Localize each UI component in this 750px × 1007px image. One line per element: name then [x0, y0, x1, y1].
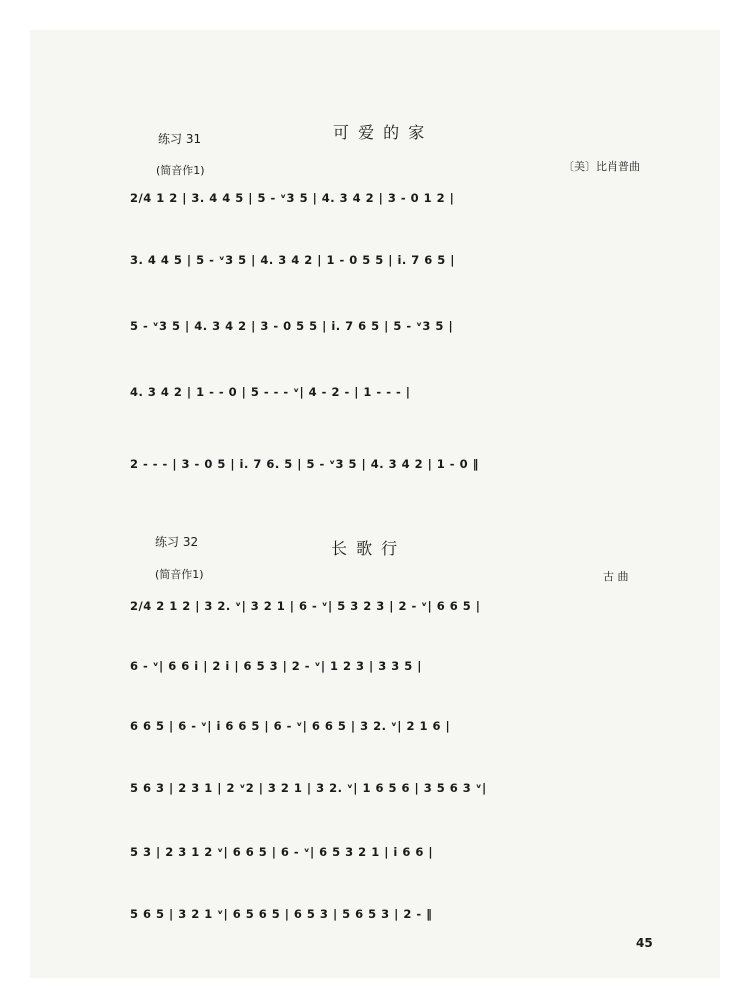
notation-text: 5 6 5 | 3 2 1 ᵛ| 6 5 6 5 | 6 5 3 | 5 6 5 3 | 2 - ‖ — [130, 907, 433, 921]
score-line — [130, 250, 660, 272]
score-line — [130, 188, 660, 210]
exercise-title: 可 爱 的 家 — [333, 123, 427, 142]
page-number: 45 — [636, 936, 653, 950]
score-line — [130, 716, 660, 738]
composer-credit: 〔美〕比肖普曲 — [563, 160, 640, 173]
score-line — [130, 842, 660, 864]
tempo-marking: (简音作1) — [156, 164, 205, 177]
exercise-label: 练习 32 — [155, 535, 199, 549]
notation-text: 5 6 3 | 2 3 1 | 2 ᵛ2 | 3 2 1 | 3 2. ᵛ| 1 6 5 6 | 3 5 6 3 ᵛ| — [130, 781, 487, 795]
score-line — [130, 656, 660, 678]
tempo-marking: (简音作1) — [155, 568, 204, 581]
score-line — [130, 596, 660, 618]
score-line — [130, 778, 660, 800]
notation-text: 4. 3 4 2 | 1 - - 0 | 5 - - - ᵛ| 4 - 2 - | 1 - - - | — [130, 385, 411, 399]
notation-text: 5 3 | 2 3 1 2 ᵛ| 6 6 5 | 6 - ᵛ| 6 5 3 2 1 | i 6 6 | — [130, 845, 434, 859]
exercise-title: 长 歌 行 — [331, 539, 400, 558]
notation-text: 2/4 1 2 | 3. 4 4 5 | 5 - ᵛ3 5 | 4. 3 4 2 | 3 - 0 1 2 | — [130, 191, 455, 205]
notation-text: 3. 4 4 5 | 5 - ᵛ3 5 | 4. 3 4 2 | 1 - 0 5 5 | i. 7 6 5 | — [130, 253, 455, 267]
score-line — [130, 454, 660, 476]
notation-text: 2/4 2 1 2 | 3 2. ᵛ| 3 2 1 | 6 - ᵛ| 5 3 2 3 | 2 - ᵛ| 6 6 5 | — [130, 599, 481, 613]
notation-text: 2 - - - | 3 - 0 5 | i. 7 6. 5 | 5 - ᵛ3 5 | 4. 3 4 2 | 1 - 0 ‖ — [130, 457, 479, 471]
score-line — [130, 382, 660, 404]
score-line — [130, 316, 660, 338]
notation-text: 6 - ᵛ| 6 6 i | 2 i | 6 5 3 | 2 - ᵛ| 1 2 3 | 3 3 5 | — [130, 659, 422, 673]
notation-text: 6 6 5 | 6 - ᵛ| i 6 6 5 | 6 - ᵛ| 6 6 5 | 3 2. ᵛ| 2 1 6 | — [130, 719, 451, 733]
notation-text: 5 - ᵛ3 5 | 4. 3 4 2 | 3 - 0 5 5 | i. 7 6 5 | 5 - ᵛ3 5 | — [130, 319, 454, 333]
score-line — [130, 904, 660, 926]
exercise-label: 练习 31 — [158, 132, 202, 146]
composer-credit: 古 曲 — [603, 570, 629, 583]
